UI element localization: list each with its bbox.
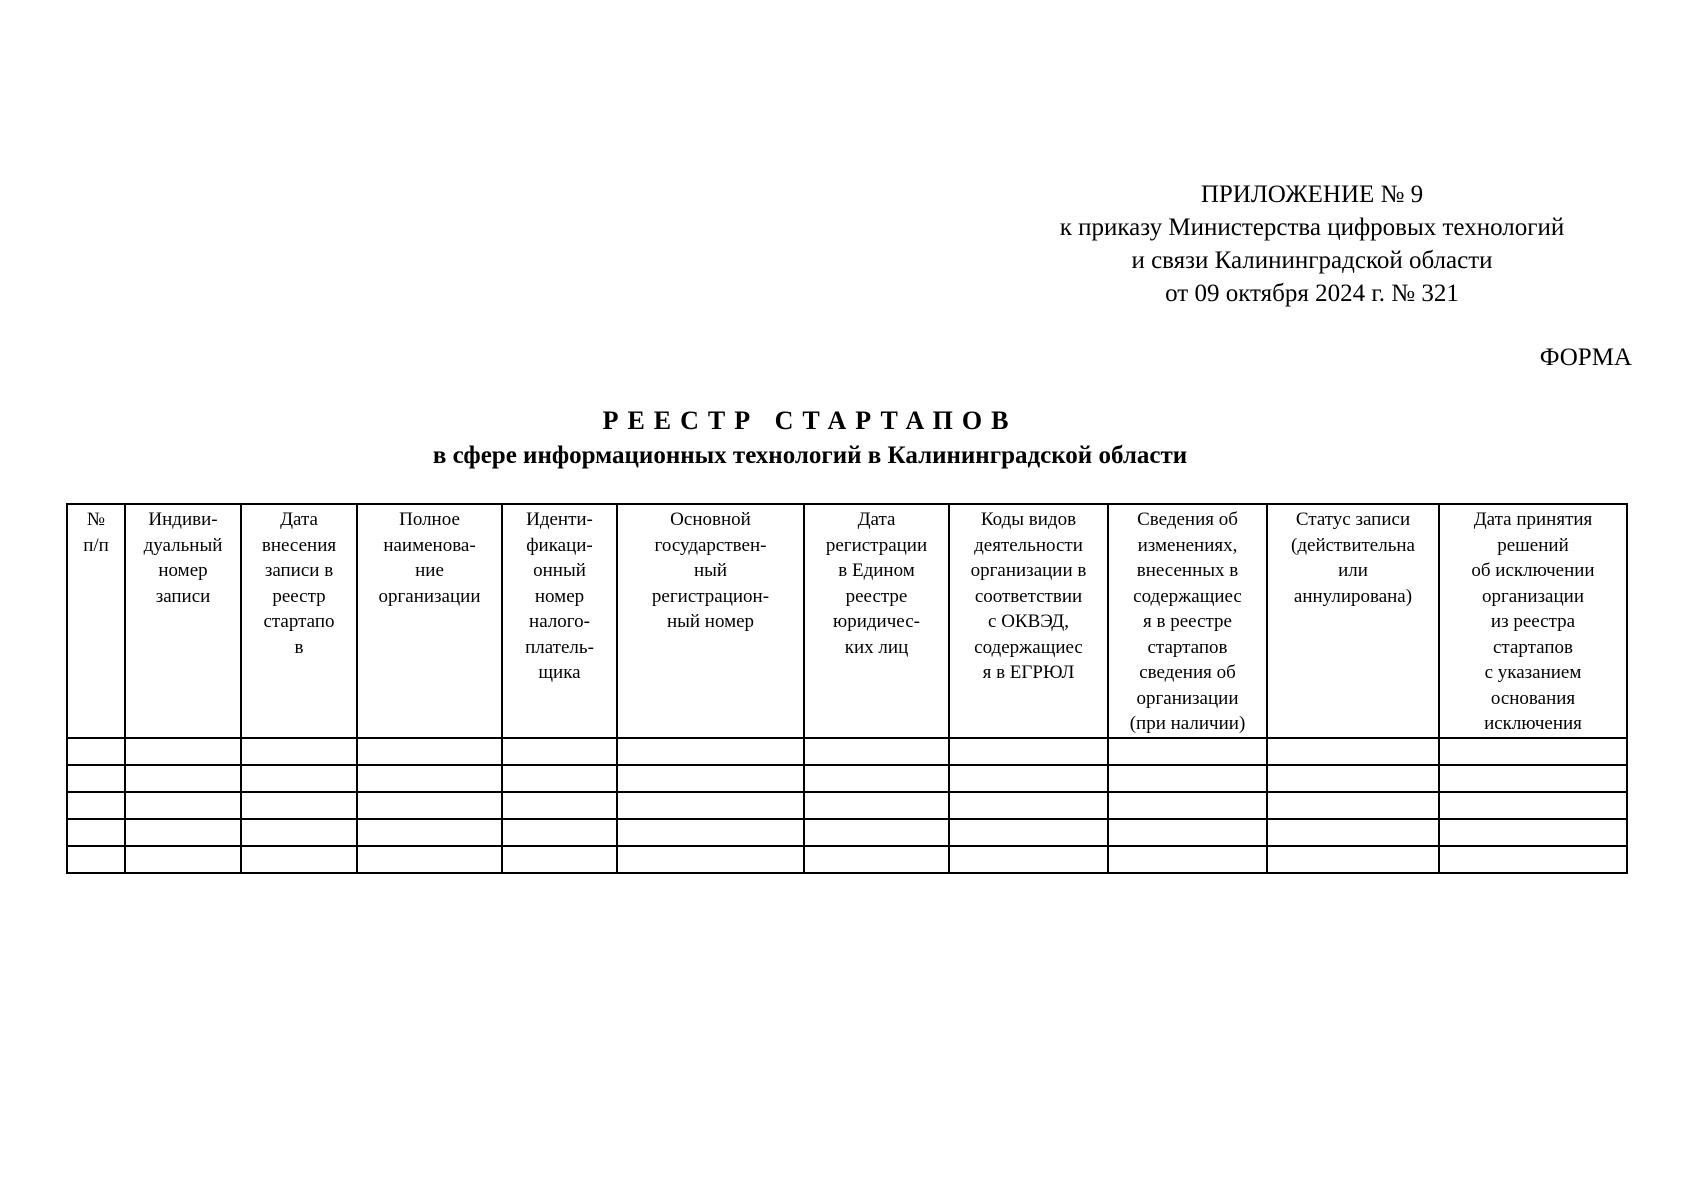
appendix-ministry-line: и связи Калининградской области bbox=[1131, 247, 1493, 274]
table-cell[interactable] bbox=[1267, 765, 1439, 792]
table-cell[interactable] bbox=[1439, 738, 1627, 765]
table-cell[interactable] bbox=[241, 792, 357, 819]
table-cell[interactable] bbox=[804, 792, 949, 819]
table-cell[interactable] bbox=[357, 819, 502, 846]
appendix-block bbox=[992, 178, 1632, 310]
appendix-order-line: к приказу Министерства цифровых технологий bbox=[1059, 214, 1565, 241]
table-cell[interactable] bbox=[67, 765, 125, 792]
table-cell[interactable] bbox=[241, 738, 357, 765]
table-cell[interactable] bbox=[241, 846, 357, 873]
table-cell[interactable] bbox=[502, 819, 617, 846]
header-cell-exclusion-date: Дата принятия решений об исключении организации из реестра стартапов с указанием основания исключения bbox=[1439, 504, 1627, 738]
table-cell[interactable] bbox=[617, 819, 804, 846]
table-cell[interactable] bbox=[949, 738, 1108, 765]
table-cell[interactable] bbox=[1267, 819, 1439, 846]
table-row bbox=[67, 819, 1627, 846]
table-cell[interactable] bbox=[67, 846, 125, 873]
table-cell[interactable] bbox=[1439, 846, 1627, 873]
table-cell[interactable] bbox=[804, 819, 949, 846]
table-cell[interactable] bbox=[1439, 792, 1627, 819]
header-cell-individual-number: Индиви- дуальный номер записи bbox=[125, 504, 241, 738]
header-cell-ogrn: Основной государствен- ный регистрацион- ный номер bbox=[617, 504, 804, 738]
table-cell[interactable] bbox=[617, 792, 804, 819]
table-cell[interactable] bbox=[949, 846, 1108, 873]
appendix-title: ПРИЛОЖЕНИЕ № 9 bbox=[1200, 181, 1424, 208]
table-cell[interactable] bbox=[1439, 765, 1627, 792]
table-cell[interactable] bbox=[67, 792, 125, 819]
table-cell[interactable] bbox=[502, 792, 617, 819]
table-cell[interactable] bbox=[1267, 738, 1439, 765]
header-cell-organization-name: Полное наименова- ние организации bbox=[357, 504, 502, 738]
table-cell[interactable] bbox=[241, 819, 357, 846]
table-cell[interactable] bbox=[949, 765, 1108, 792]
table-row bbox=[67, 846, 1627, 873]
header-cell-registration-date: Дата регистрации в Едином реестре юридичес- ких лиц bbox=[804, 504, 949, 738]
table-row bbox=[67, 765, 1627, 792]
table-cell[interactable] bbox=[804, 846, 949, 873]
table-cell[interactable] bbox=[67, 819, 125, 846]
table-row bbox=[67, 792, 1627, 819]
table-cell[interactable] bbox=[1108, 819, 1267, 846]
table-cell[interactable] bbox=[502, 846, 617, 873]
table-cell[interactable] bbox=[357, 738, 502, 765]
header-cell-entry-date: Дата внесения записи в реестр стартапо в bbox=[241, 504, 357, 738]
table-cell[interactable] bbox=[1439, 819, 1627, 846]
table-cell[interactable] bbox=[125, 819, 241, 846]
table-cell[interactable] bbox=[804, 765, 949, 792]
table-cell[interactable] bbox=[949, 792, 1108, 819]
table-cell[interactable] bbox=[502, 765, 617, 792]
table-cell[interactable] bbox=[617, 738, 804, 765]
table-row bbox=[67, 738, 1627, 765]
table-cell[interactable] bbox=[1267, 792, 1439, 819]
header-cell-record-status: Статус записи (действительна или аннулирована) bbox=[1267, 504, 1439, 738]
table-cell[interactable] bbox=[1267, 846, 1439, 873]
table-cell[interactable] bbox=[357, 792, 502, 819]
table-cell[interactable] bbox=[502, 738, 617, 765]
header-cell-inn: Иденти- фикаци- онный номер налого- платель- щика bbox=[502, 504, 617, 738]
table-cell[interactable] bbox=[125, 792, 241, 819]
table-cell[interactable] bbox=[804, 738, 949, 765]
table-cell[interactable] bbox=[1108, 738, 1267, 765]
table-cell[interactable] bbox=[1108, 792, 1267, 819]
table-cell[interactable] bbox=[1108, 846, 1267, 873]
table-cell[interactable] bbox=[357, 765, 502, 792]
table-cell[interactable] bbox=[125, 738, 241, 765]
table-cell[interactable] bbox=[617, 846, 804, 873]
document-subtitle: в сфере информационных технологий в Калининградской области bbox=[432, 442, 1188, 469]
table-body bbox=[67, 738, 1627, 873]
header-row bbox=[67, 504, 1627, 738]
header-cell-okved-codes: Коды видов деятельности организации в соответствии с ОКВЭД, содержащиес я в ЕГРЮЛ bbox=[949, 504, 1108, 738]
startup-registry-table bbox=[66, 503, 1628, 874]
table-cell[interactable] bbox=[125, 765, 241, 792]
table-cell[interactable] bbox=[1108, 765, 1267, 792]
table-cell[interactable] bbox=[617, 765, 804, 792]
table-cell[interactable] bbox=[949, 819, 1108, 846]
table-cell[interactable] bbox=[67, 738, 125, 765]
table-cell[interactable] bbox=[241, 765, 357, 792]
table-cell[interactable] bbox=[125, 846, 241, 873]
header-cell-number: № п/п bbox=[67, 504, 125, 738]
appendix-date-line: от 09 октября 2024 г. № 321 bbox=[1165, 280, 1459, 307]
document-title: РЕЕСТР СТАРТАПОВ bbox=[602, 406, 1018, 435]
form-label: ФОРМА bbox=[1539, 344, 1632, 371]
header-cell-changes-info: Сведения об изменениях, внесенных в содержащиес я в реестре стартапов сведения об организации (при наличии) bbox=[1108, 504, 1267, 738]
table-cell[interactable] bbox=[357, 846, 502, 873]
